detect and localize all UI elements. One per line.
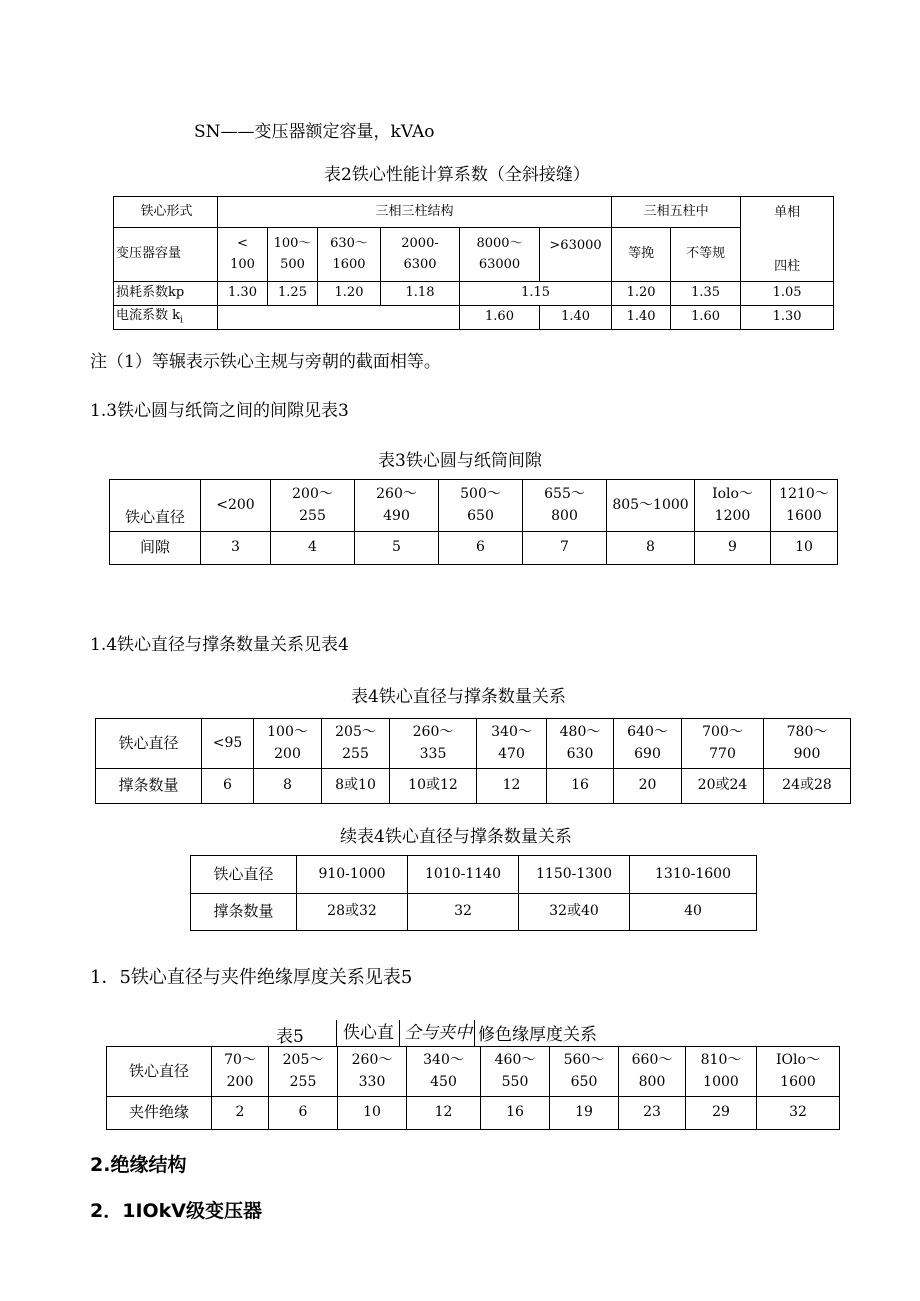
range-bottom: 450 (430, 1073, 457, 1090)
table2-row-current (114, 306, 834, 330)
table4-diameter-cell (614, 719, 682, 769)
table5-caption-separator (336, 1020, 337, 1046)
range-bottom: 330 (358, 1073, 386, 1090)
table2-current-value: 1.30 (741, 306, 834, 330)
table3-gap-value: 4 (271, 532, 355, 565)
range-top: 805～1000 (612, 496, 689, 513)
range-bottom: 800 (638, 1073, 666, 1090)
table2-loss-value: 1.25 (268, 282, 318, 306)
range-bottom: 200 (274, 745, 301, 762)
table4-diameter-cell (682, 719, 764, 769)
table3-diameter-cell (523, 480, 607, 532)
table2-note: 注（1）等辗表示铁心主规与旁朝的截面相等。 (90, 352, 441, 372)
table4b-count-value: 28或32 (297, 894, 408, 931)
range-top: 260～ (412, 723, 454, 740)
table2-loss-value: 1.20 (318, 282, 381, 306)
table4-diameter-cell (764, 719, 851, 769)
table3-diameter-cell (771, 480, 838, 532)
table5-caption-separator (474, 1020, 475, 1046)
table5-diameter-cell (550, 1047, 619, 1097)
table5-insulation-value: 19 (550, 1097, 619, 1130)
range-bottom: 770 (709, 745, 736, 762)
table2-capacity-cell (460, 228, 540, 282)
range-top: 500～ (460, 485, 501, 502)
table4-diameter-cell (322, 719, 390, 769)
table4-count-label: 撑条数量 (96, 769, 202, 804)
table2-loss-value: 1.20 (612, 282, 671, 306)
cap-top: 2000- (401, 236, 439, 252)
table4b-diameter-cell: 1150-1300 (519, 856, 630, 894)
range-top: 100～ (267, 723, 308, 740)
cap-bottom: 63000 (478, 256, 521, 272)
table2-capacity-cell (218, 228, 268, 282)
cap-bottom: 6300 (403, 256, 437, 272)
table3-diameter-cell (201, 480, 271, 532)
table2-core-coefficients (113, 196, 834, 330)
table3-gap-value: 3 (201, 532, 271, 565)
table4b-count-value: 32或40 (519, 894, 630, 931)
table5-caption-separator (399, 1020, 400, 1046)
table3-diameter-cell (439, 480, 523, 532)
table3-gap-value: 8 (607, 532, 695, 565)
table4-diameter-cell (477, 719, 547, 769)
range-top: Iolo～ (712, 485, 753, 502)
range-top: 260～ (376, 485, 417, 502)
table4b-count-value: 40 (630, 894, 757, 931)
table3-header-row (110, 480, 838, 532)
table2-current-value: 1.40 (540, 306, 612, 330)
table3-gap-label: 间隙 (110, 532, 201, 565)
table2-caption: 表2铁心性能计算系数（全斜接缝） (324, 165, 590, 185)
table3-diameter-cell (271, 480, 355, 532)
table2-three-column-group: 三相三柱结构 (218, 197, 612, 228)
table4-count-value: 6 (202, 769, 254, 804)
table5-insulation-value: 12 (407, 1097, 481, 1130)
range-bottom: 1000 (703, 1073, 739, 1090)
table5-insulation-value: 16 (481, 1097, 550, 1130)
table2-single-phase-cell (741, 197, 834, 282)
table4-struts (95, 718, 851, 804)
table4-count-value: 12 (477, 769, 547, 804)
range-top: 480～ (559, 723, 601, 740)
range-top: 700～ (702, 723, 743, 740)
table5-caption-a: 表5 (276, 1027, 304, 1047)
range-bottom: 490 (383, 507, 410, 524)
range-bottom: 255 (342, 745, 369, 762)
table2-row-core-type (114, 197, 834, 228)
range-top: 780～ (786, 723, 828, 740)
table4b-diameter-cell: 1310-1600 (630, 856, 757, 894)
range-bottom: 1600 (786, 507, 822, 524)
range-top: 340～ (423, 1051, 464, 1068)
table4b-diameter-cell: 910-1000 (297, 856, 408, 894)
table4-diameter-cell (254, 719, 322, 769)
table2-unequal-yoke: 不等规 (671, 228, 741, 282)
range-bottom: 650 (467, 507, 494, 524)
range-top: 200～ (292, 485, 333, 502)
section-1-3: 1.3铁心圆与纸筒之间的间隙见表3 (90, 401, 349, 421)
table5-diameter-cell (481, 1047, 550, 1097)
table2-equal-yoke: 等挽 (612, 228, 671, 282)
table4-count-value: 16 (547, 769, 614, 804)
table2-loss-value: 1.30 (218, 282, 268, 306)
table2-capacity-cell (318, 228, 381, 282)
table4-count-value: 10或12 (390, 769, 477, 804)
table3-gap-value: 7 (523, 532, 607, 565)
table4-diameter-label: 铁心直径 (96, 719, 202, 769)
table2-loss-value: 1.15 (460, 282, 612, 306)
table3-gap-value: 6 (439, 532, 523, 565)
table4b-header-row (191, 856, 757, 894)
table2-loss-label: 损耗系数kp (114, 282, 218, 306)
table4b-struts-continued (190, 855, 757, 931)
range-bottom: 1600 (780, 1073, 816, 1090)
table3-diameter-cell (607, 480, 695, 532)
table5-insulation-label: 夹件绝缘 (107, 1097, 212, 1130)
table4b-count-label: 撑条数量 (191, 894, 297, 931)
range-bottom: 550 (501, 1073, 529, 1090)
table5-insulation-value: 32 (757, 1097, 840, 1130)
table5-insulation-value: 2 (212, 1097, 269, 1130)
cap-top: >63000 (549, 238, 602, 253)
table5-diameter-cell (212, 1047, 269, 1097)
table5-caption-c: 仝与夹中 (404, 1023, 472, 1043)
table3-diameter-cell (355, 480, 439, 532)
cap-top: < (237, 236, 248, 252)
range-bottom: 630 (566, 745, 594, 762)
table3-gap-value: 10 (771, 532, 838, 565)
table5-diameter-cell (338, 1047, 407, 1097)
table3-gap-value: 9 (695, 532, 771, 565)
table2-loss-value: 1.35 (671, 282, 741, 306)
table3-caption: 表3铁心圆与纸筒间隙 (378, 451, 542, 471)
range-top: 70～ (224, 1051, 256, 1068)
table5-caption-b: 佚心直 (343, 1023, 394, 1043)
table5-diameter-cell (757, 1047, 840, 1097)
table3-diameter-label: 铁心直径 (110, 480, 201, 532)
table4b-diameter-label: 铁心直径 (191, 856, 297, 894)
range-top: 810～ (700, 1051, 742, 1068)
range-top: <200 (216, 496, 255, 513)
table5-insulation-value: 6 (269, 1097, 338, 1130)
sn-definition-line: SN——变压器额定容量，kVAo (194, 122, 435, 142)
table2-capacity-cell (381, 228, 460, 282)
table4-count-value: 24或28 (764, 769, 851, 804)
cap-bottom: 500 (280, 256, 305, 272)
single-phase-top: 单相 (774, 205, 801, 220)
table2-current-value: 1.40 (612, 306, 671, 330)
table5-header-row (107, 1047, 840, 1097)
range-top: <95 (212, 734, 243, 751)
range-top: 205～ (282, 1051, 324, 1068)
range-bottom: 200 (226, 1073, 254, 1090)
range-top: 640～ (627, 723, 668, 740)
table4-diameter-cell (547, 719, 614, 769)
section-2-1-heading: 2．1IOkV级变压器 (90, 1200, 263, 1222)
table2-current-empty (218, 306, 460, 330)
section-2-heading: 2.绝缘结构 (90, 1154, 187, 1176)
table2-row-loss (114, 282, 834, 306)
table5-insulation-value: 23 (619, 1097, 686, 1130)
range-bottom: 690 (634, 745, 661, 762)
range-top: 340～ (491, 723, 532, 740)
range-bottom: 650 (570, 1073, 598, 1090)
table4-diameter-cell (202, 719, 254, 769)
range-bottom: 900 (793, 745, 821, 762)
range-top: 260～ (351, 1051, 393, 1068)
table2-five-column-group: 三相五柱中 (612, 197, 741, 228)
table5-clamp-insulation (106, 1046, 840, 1130)
table2-loss-value: 1.18 (381, 282, 460, 306)
range-top: 660～ (631, 1051, 673, 1068)
range-top: 655～ (544, 485, 585, 502)
section-1-4: 1.4铁心直径与撑条数量关系见表4 (90, 635, 349, 655)
table2-row-capacity (114, 228, 834, 282)
table4-caption: 表4铁心直径与撑条数量关系 (351, 687, 566, 707)
table4-count-value: 20或24 (682, 769, 764, 804)
table3-gap-value: 5 (355, 532, 439, 565)
table2-current-value: 1.60 (671, 306, 741, 330)
section-1-5: 1．5铁心直径与夹件绝缘厚度关系见表5 (90, 967, 413, 988)
cap-top: 630～ (330, 236, 368, 252)
table2-capacity-cell (268, 228, 318, 282)
table4-count-value: 8 (254, 769, 322, 804)
table4-header-row (96, 719, 851, 769)
table2-current-label: 电流系数 $k_i$ (114, 306, 218, 330)
table4-count-value: 8或10 (322, 769, 390, 804)
table4-count-value: 20 (614, 769, 682, 804)
table2-capacity-cell (540, 228, 612, 282)
range-top: 205～ (335, 723, 376, 740)
cap-bottom: 100 (230, 256, 255, 272)
range-bottom: 335 (419, 745, 447, 762)
cap-bottom: 1600 (332, 256, 366, 272)
table5-caption-d: 修色缘厚度关系 (478, 1025, 597, 1045)
table4b-caption: 续表4铁心直径与撑条数量关系 (340, 827, 572, 847)
table5-diameter-label: 铁心直径 (107, 1047, 212, 1097)
table5-diameter-cell (686, 1047, 757, 1097)
table3-core-gap (109, 479, 838, 565)
range-top: IOlo～ (776, 1051, 820, 1068)
table4b-diameter-cell: 1010-1140 (408, 856, 519, 894)
range-top: 560～ (563, 1051, 605, 1068)
table2-current-value: 1.60 (460, 306, 540, 330)
table5-diameter-cell (407, 1047, 481, 1097)
range-bottom: 1200 (714, 507, 751, 524)
table4-diameter-cell (390, 719, 477, 769)
table4b-count-value: 32 (408, 894, 519, 931)
cap-top: 8000～ (476, 236, 523, 252)
table2-core-type-label: 铁心形式 (114, 197, 218, 228)
table5-insulation-row (107, 1097, 840, 1130)
table4b-count-row (191, 894, 757, 931)
cap-top: 100～ (273, 236, 312, 252)
table5-insulation-value: 29 (686, 1097, 757, 1130)
table2-loss-value: 1.05 (741, 282, 834, 306)
single-phase-bottom: 四柱 (774, 259, 801, 275)
range-top: 1210～ (779, 485, 829, 502)
range-bottom: 255 (299, 507, 326, 524)
range-top: 460～ (494, 1051, 536, 1068)
table5-diameter-cell (619, 1047, 686, 1097)
range-bottom: 255 (289, 1073, 317, 1090)
table5-diameter-cell (269, 1047, 338, 1097)
table3-diameter-cell (695, 480, 771, 532)
table2-capacity-label: 变压器容量 (114, 228, 218, 282)
table4-count-row (96, 769, 851, 804)
range-bottom: 800 (551, 507, 578, 524)
table5-insulation-value: 10 (338, 1097, 407, 1130)
range-bottom: 470 (498, 745, 525, 762)
table3-gap-row (110, 532, 838, 565)
